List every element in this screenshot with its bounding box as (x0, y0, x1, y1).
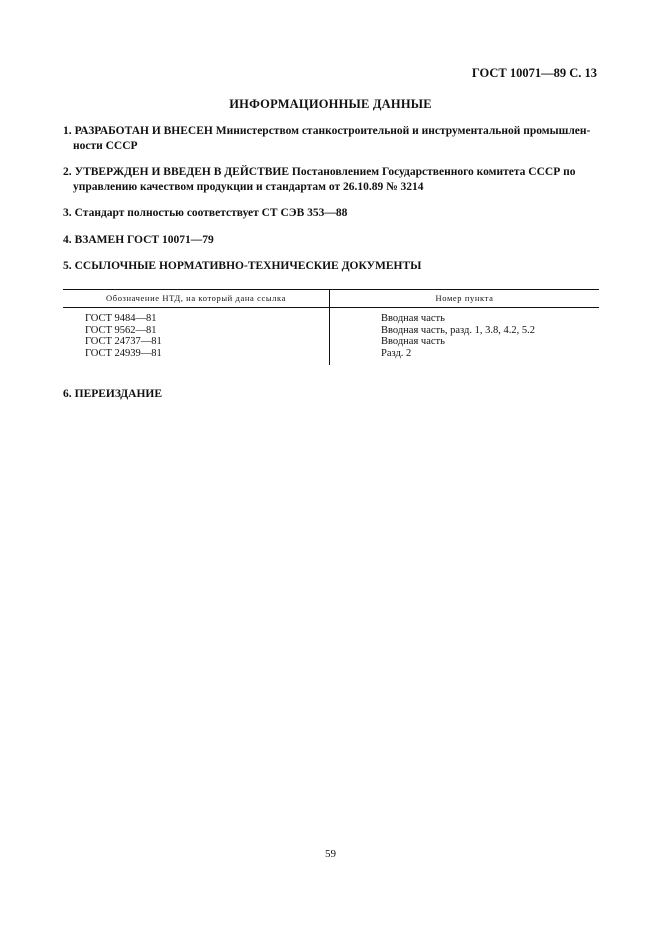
table-column-documents (85, 313, 162, 359)
section-text: ПЕРЕИЗДАНИЕ (74, 388, 163, 400)
section-approved (63, 165, 603, 195)
table-header-document: Обозначение НТД, на который дана ссылка (106, 293, 286, 303)
table-header-rule (63, 307, 599, 308)
section-developed (63, 124, 603, 154)
section-approved-line2: управлению качеством продукции и стандартам от 26.10.89 № 3214 (73, 181, 424, 193)
table-cell-item: Вводная часть (381, 313, 445, 324)
table-cell-document: ГОСТ 24737—81 (85, 336, 162, 347)
section-number: 2. (63, 166, 72, 178)
section-text: ССЫЛОЧНЫЕ НОРМАТИВНО-ТЕХНИЧЕСКИЕ ДОКУМЕНТЫ (74, 260, 422, 272)
section-conformity (63, 206, 603, 221)
section-text: РАЗРАБОТАН И ВНЕСЕН Министерством станкостроительной и инструментальной промышлен- (74, 125, 591, 137)
table-header-item: Номер пункта (435, 293, 494, 303)
section-developed-line2: ности СССР (73, 140, 138, 152)
page-number: 59 (325, 848, 336, 860)
section-number: 5. (63, 260, 72, 272)
table-top-rule (63, 289, 599, 290)
section-text: Стандарт полностью соответствует СТ СЭВ 353—88 (74, 207, 348, 219)
table-cell-document: ГОСТ 24939—81 (85, 347, 162, 359)
table-column-items (381, 313, 535, 359)
table-cell-document: ГОСТ 9484—81 (85, 313, 157, 324)
section-number: 4. (63, 234, 72, 246)
section-number: 3. (63, 207, 72, 219)
page-title: ИНФОРМАЦИОННЫЕ ДАННЫЕ (229, 97, 432, 111)
table-cell-document: ГОСТ 9562—81 (85, 324, 157, 336)
section-reissue (63, 387, 603, 402)
table-cell-item: Вводная часть (381, 336, 445, 347)
section-approved-line1 (63, 165, 603, 180)
table-cell-item: Разд. 2 (381, 347, 412, 359)
section-references (63, 259, 603, 274)
section-text: ВЗАМЕН ГОСТ 10071—79 (74, 234, 214, 246)
document-code: ГОСТ 10071—89 С. 13 (471, 66, 597, 80)
section-text: УТВЕРЖДЕН И ВВЕДЕН В ДЕЙСТВИЕ Постановлением Государственного комитета СССР по (74, 166, 576, 178)
references-table (63, 289, 599, 365)
section-replaces (63, 233, 603, 248)
section-number: 1. (63, 125, 72, 137)
section-number: 6. (63, 388, 72, 400)
section-developed-line1 (63, 124, 603, 139)
table-cell-item: Вводная часть, разд. 1, 3.8, 4.2, 5.2 (381, 324, 535, 336)
